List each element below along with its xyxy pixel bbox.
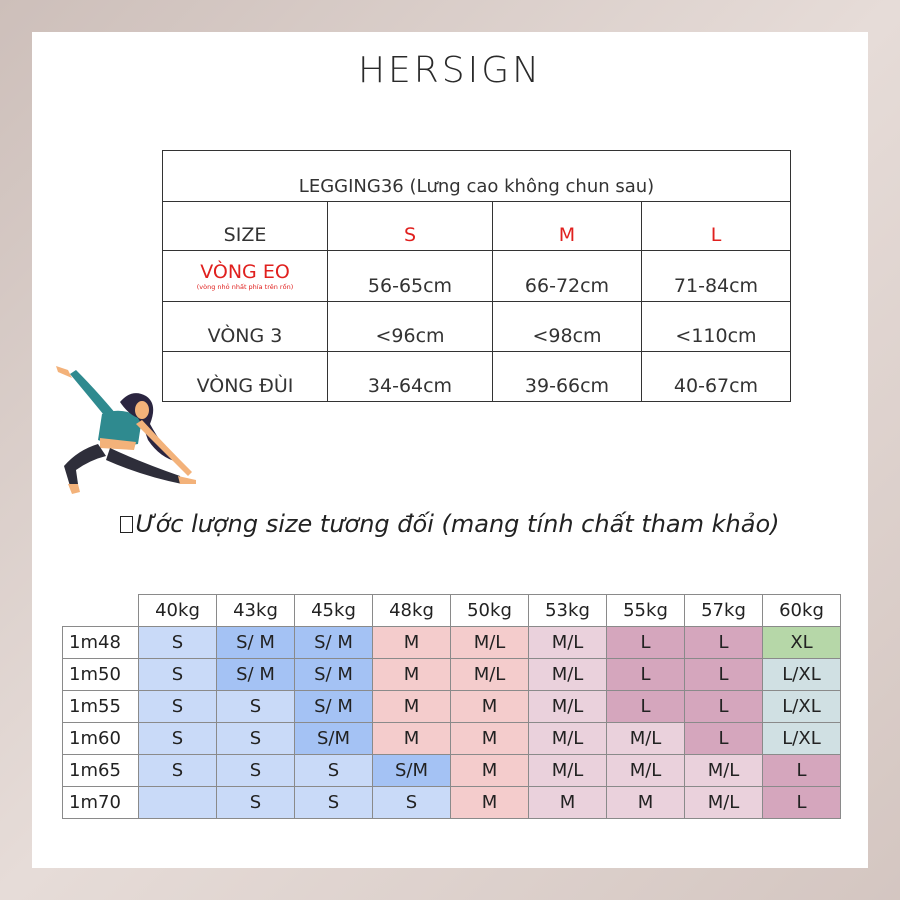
size-cell: M: [529, 787, 607, 819]
thigh-m: 39-66cm: [493, 352, 642, 402]
weight-header: 53kg: [529, 595, 607, 627]
size-cell: L: [607, 627, 685, 659]
size-header-l: L: [642, 202, 791, 251]
size-cell: M/L: [607, 755, 685, 787]
size-cell: M: [373, 659, 451, 691]
size-cell: M/L: [529, 755, 607, 787]
size-cell: S: [217, 723, 295, 755]
size-cell: L: [763, 755, 841, 787]
row-label-hip: VÒNG 3: [163, 302, 328, 352]
row-label-waist: [163, 251, 328, 302]
size-chart-table: [162, 150, 791, 402]
size-cell: L/XL: [763, 659, 841, 691]
weight-header: 40kg: [139, 595, 217, 627]
size-cell: XL: [763, 627, 841, 659]
height-label: 1m50: [63, 659, 139, 691]
size-cell: M: [607, 787, 685, 819]
size-cell: M/L: [607, 723, 685, 755]
size-cell: S/ M: [217, 659, 295, 691]
size-cell: S/M: [295, 723, 373, 755]
size-cell: S: [139, 691, 217, 723]
estimate-heading: [0, 510, 900, 538]
size-cell: S: [217, 787, 295, 819]
weight-header: 57kg: [685, 595, 763, 627]
waist-s: 56-65cm: [328, 251, 493, 302]
waist-m: 66-72cm: [493, 251, 642, 302]
height-weight-size-grid: [62, 594, 841, 819]
size-header-label: SIZE: [163, 202, 328, 251]
size-cell: S: [139, 659, 217, 691]
size-cell: M/L: [529, 691, 607, 723]
size-cell: L: [685, 627, 763, 659]
size-cell: L: [685, 723, 763, 755]
size-cell: L: [607, 691, 685, 723]
size-cell: M: [373, 691, 451, 723]
size-header-m: M: [493, 202, 642, 251]
grid-corner: [63, 595, 139, 627]
size-cell: M: [451, 787, 529, 819]
size-cell: S/ M: [217, 627, 295, 659]
thigh-s: 34-64cm: [328, 352, 493, 402]
hip-m: <98cm: [493, 302, 642, 352]
weight-header: 45kg: [295, 595, 373, 627]
height-label: 1m60: [63, 723, 139, 755]
size-cell: L/XL: [763, 723, 841, 755]
thigh-l: 40-67cm: [642, 352, 791, 402]
size-cell: M: [451, 723, 529, 755]
size-cell: M: [451, 691, 529, 723]
waist-label: VÒNG EO: [200, 260, 290, 283]
size-cell: M: [373, 627, 451, 659]
size-cell: M/L: [451, 659, 529, 691]
size-cell: S/ M: [295, 659, 373, 691]
size-cell: S/ M: [295, 691, 373, 723]
weight-header: 60kg: [763, 595, 841, 627]
size-cell: S: [295, 755, 373, 787]
brand-logo: HERSIGN: [357, 50, 543, 91]
size-cell: S: [139, 755, 217, 787]
weight-header: 55kg: [607, 595, 685, 627]
size-cell: S: [295, 787, 373, 819]
checkbox-icon: [120, 516, 133, 533]
size-chart-title: LEGGING36 (Lưng cao không chun sau): [163, 151, 791, 202]
hip-l: <110cm: [642, 302, 791, 352]
size-cell: M/L: [685, 755, 763, 787]
height-label: 1m55: [63, 691, 139, 723]
size-cell: S/ M: [295, 627, 373, 659]
height-label: 1m48: [63, 627, 139, 659]
size-cell: L: [763, 787, 841, 819]
size-cell: S: [139, 627, 217, 659]
size-header-s: S: [328, 202, 493, 251]
size-cell: M/L: [451, 627, 529, 659]
grid-row: [63, 627, 841, 659]
size-cell: M/L: [529, 723, 607, 755]
size-cell: L: [607, 659, 685, 691]
row-label-thigh: VÒNG ĐÙI: [163, 352, 328, 402]
hip-s: <96cm: [328, 302, 493, 352]
size-cell: [139, 787, 217, 819]
grid-row: [63, 659, 841, 691]
estimate-heading-text: Ước lượng size tương đối (mang tính chất tham khảo): [135, 510, 780, 538]
weight-header: 43kg: [217, 595, 295, 627]
size-cell: M/L: [685, 787, 763, 819]
size-cell: L: [685, 659, 763, 691]
grid-row: [63, 723, 841, 755]
weight-header: 48kg: [373, 595, 451, 627]
size-cell: M: [451, 755, 529, 787]
size-cell: L: [685, 691, 763, 723]
size-cell: S: [139, 723, 217, 755]
size-cell: S: [373, 787, 451, 819]
height-label: 1m65: [63, 755, 139, 787]
waist-note: (vòng nhỏ nhất phía trên rốn): [196, 282, 294, 291]
size-cell: M: [373, 723, 451, 755]
size-cell: S/M: [373, 755, 451, 787]
weight-header: 50kg: [451, 595, 529, 627]
yoga-woman-illustration: [50, 358, 210, 498]
waist-l: 71-84cm: [642, 251, 791, 302]
grid-row: [63, 691, 841, 723]
height-label: 1m70: [63, 787, 139, 819]
size-cell: S: [217, 755, 295, 787]
grid-row: [63, 755, 841, 787]
size-cell: M/L: [529, 627, 607, 659]
size-cell: S: [217, 691, 295, 723]
size-cell: L/XL: [763, 691, 841, 723]
size-cell: M/L: [529, 659, 607, 691]
grid-row: [63, 787, 841, 819]
